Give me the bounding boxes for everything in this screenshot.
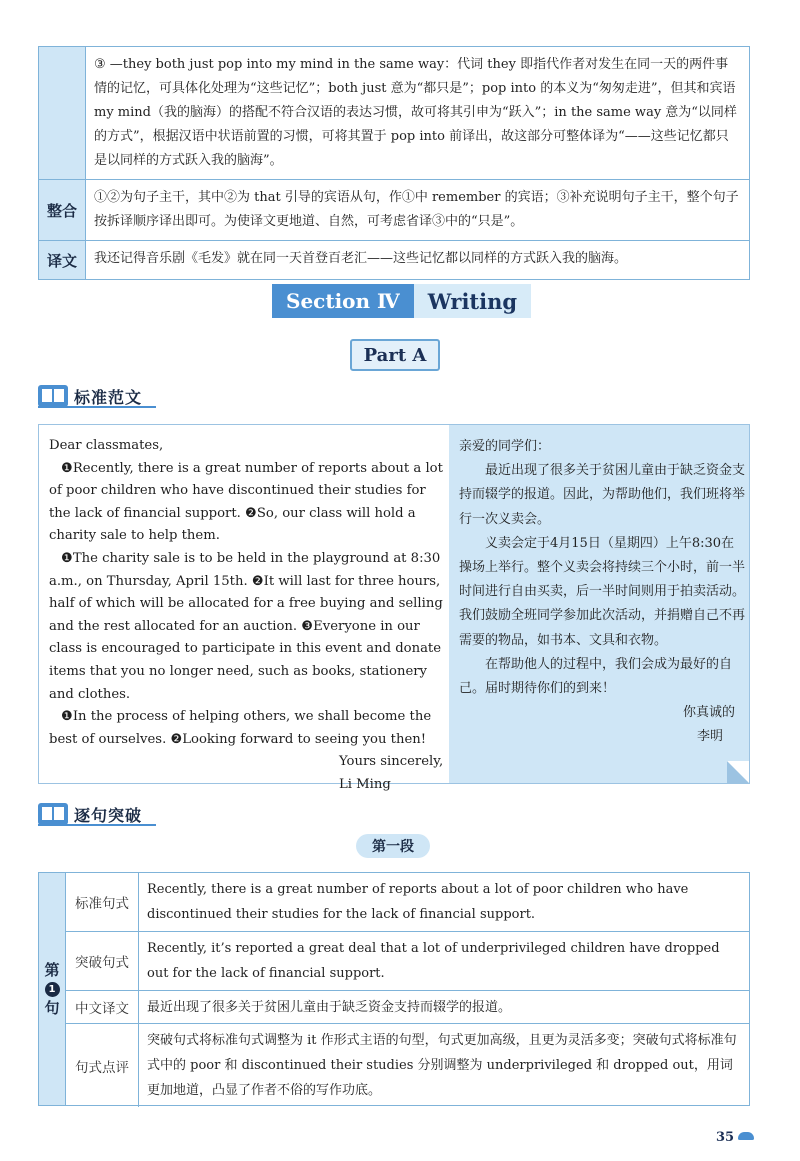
graduation-cap-icon — [738, 1132, 754, 1140]
row-label: 标准句式 — [66, 873, 139, 931]
translation-signature: 李明 — [696, 729, 723, 745]
essay-box — [38, 424, 750, 792]
page-fold-corner — [727, 761, 749, 783]
row-label: 突破句式 — [66, 932, 139, 990]
sentence-label-bottom: 句 — [44, 998, 60, 1017]
essay-closing: Yours sincerely, — [339, 754, 444, 770]
heading-underline — [38, 406, 156, 408]
translation-greeting: 亲爱的同学们： — [459, 439, 551, 454]
table-row — [66, 873, 749, 931]
sentence-table — [38, 872, 750, 1106]
analysis-table — [38, 46, 750, 280]
sentence-rows — [66, 873, 749, 1105]
table-row — [66, 931, 749, 990]
analysis-row-3 — [39, 47, 749, 179]
model-essay-heading-text: 标准范文 — [74, 387, 143, 407]
table-row — [66, 990, 749, 1023]
translation-text: 我还记得音乐剧《毛发》就在同一天首登百老汇——这些记忆都以同样的方式跃入我的脑海。 — [94, 251, 628, 266]
row-text: 最近出现了很多关于贫困儿童由于缺乏资金支持而辍学的报道。 — [147, 1000, 512, 1015]
essay-translation-panel — [449, 425, 749, 783]
row-label: 句式点评 — [66, 1024, 139, 1107]
model-essay-heading — [38, 384, 142, 408]
integration-text: ①②为句子主干，其中②为 that 引导的宾语从句，作①中 remember 的宾语；③补充说明句子主干，整个句子按拆译顺序译出即可。为使译文更地道、自然，可考虑省译③中的“只是”。 — [94, 190, 739, 229]
integration-label: 整合 — [39, 180, 86, 240]
essay-paragraph-1: ❶Recently, there is a great number of reports about a lot of poor children who have discontinued their studies for the lack of financial support. ❷So, our class will hold a charity sale to help them. — [49, 460, 443, 544]
essay-chinese — [459, 435, 745, 750]
row-text: Recently, there is a great number of reports about a lot of poor children who have discontinued their studies for the lack of financial support. — [147, 882, 689, 922]
analysis-row-text: ③ —they both just pop into my mind in the same way：代词 they 即指代作者对发生在同一天的两件事情的记忆，可具体化处理为“这些记忆”；both just 意为“都只是”；pop into 的本义为“匆匆走进”，但其和宾语 my mind（我的脑海）的搭配不符合汉语的表达习惯，故可将其引申为“跃入”；in the same way 意为“以同样的方式”，根据汉语中状语前置的习惯，可将其置于 pop into 前译出，故这部分可整体译为“——这些记忆都只是以同样的方式跃入我的脑海”。 — [94, 57, 737, 168]
essay-greeting: Dear classmates, — [49, 438, 164, 453]
translation-paragraph-1: 最近出现了很多关于贫困儿童由于缺乏资金支持而辍学的报道。因此，为帮助他们，我们班将举行一次义卖会。 — [459, 463, 746, 527]
heading-underline — [38, 824, 156, 826]
translation-row — [39, 240, 749, 279]
essay-english — [49, 435, 445, 797]
analysis-row-empty-label — [39, 47, 86, 179]
row-text: 突破句式将标准句式调整为 it 作形式主语的句型，句式更加高级，且更为灵活多变；突破句式将标准句式中的 poor 和 discontinued their studies 分别调整为 underprivileged 和 dropped out，用词更加地道，凸显了作者不俗的写作功底。 — [147, 1033, 737, 1098]
essay-signature: Li Ming — [339, 776, 391, 792]
section-title: Writing — [414, 284, 531, 318]
section-banner — [272, 284, 531, 318]
essay-paragraph-3: ❶In the process of helping others, we shall become the best of ourselves. ❷Looking forward to seeing you then! — [49, 709, 432, 747]
paragraph-tag: 第一段 — [356, 834, 430, 858]
translation-paragraph-3: 在帮助他人的过程中，我们会成为最好的自己。届时期待你们的到来！ — [459, 656, 733, 697]
section-number: Section Ⅳ — [272, 284, 414, 318]
row-text: Recently, it’s reported a great deal that a lot of underprivileged children have dropped out for the lack of financial support. — [147, 941, 720, 981]
integration-row — [39, 179, 749, 240]
essay-paragraph-2: ❶The charity sale is to be held in the playground at 8:30 a.m., on Thursday, April 15th. ❷It will last for three hours, half of which will be allocated for a free buying and selling and the rest allocated for an auction. ❸Everyone in our class is encouraged to participate in this event and donate items that you no longer need, such as books, stationery and clothes. — [49, 550, 443, 702]
translation-paragraph-2: 义卖会定于4月15日（星期四）上午8:30在操场上举行。整个义卖会将持续三个小时，前一半时间进行自由买卖，后一半时间则用于拍卖活动。我们鼓励全班同学参加此次活动，并捐赠自己不再需要的物品，如书本、文具和衣物。 — [459, 535, 746, 648]
translation-label: 译文 — [39, 241, 86, 279]
book-icon — [38, 803, 68, 825]
sentence-label-top: 第 — [44, 960, 60, 979]
row-label: 中文译文 — [66, 991, 139, 1023]
page-number: 35 — [716, 1130, 735, 1145]
sentence-breakdown-heading — [38, 802, 142, 826]
book-icon — [38, 385, 68, 407]
table-row — [66, 1023, 749, 1107]
sentence-number-label — [39, 873, 66, 1105]
part-title: Part A — [350, 339, 440, 371]
translation-closing: 你真诚的 — [682, 705, 735, 721]
sentence-number: 1 — [45, 982, 60, 997]
sentence-breakdown-heading-text: 逐句突破 — [74, 805, 143, 825]
